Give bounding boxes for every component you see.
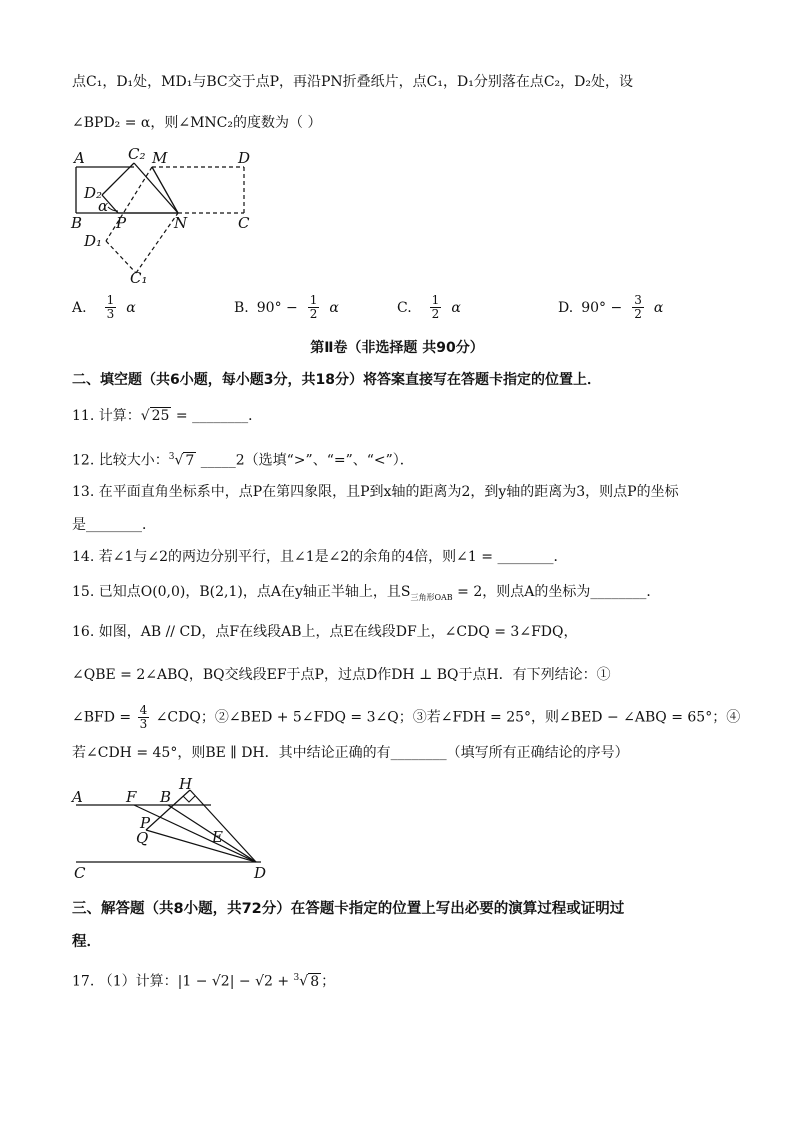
q16-line2: ∠QBE = 2∠ABQ，BQ交线段EF于点P，过点D作DH ⊥ BQ于点H．有下列结论：① <box>72 667 611 683</box>
q16-label-A: A <box>72 788 83 806</box>
q10-label-D1: D₁ <box>84 232 103 250</box>
q10-label-C2: C₂ <box>128 145 146 163</box>
q10-folding-figure <box>68 145 258 285</box>
q10-choice-b: B. 90° − $\frac{1}{2}$ α <box>234 293 339 321</box>
q10-label-P: P <box>116 214 127 232</box>
q10-label-D2: D₂ <box>84 184 103 202</box>
section2-heading: 二、填空题（共6小题，每小题3分，共18分）将答案直接写在答题卡指定的位置上． <box>72 372 601 388</box>
q10-label-D: D <box>238 149 251 167</box>
q12: 12. 比较大小：$^3$√ 7 _____2（选填“>”、“=”、“<”）． <box>72 452 414 469</box>
q13-line2: 是________． <box>72 517 156 533</box>
section3-heading-line2: 程． <box>72 934 101 950</box>
q10-choice-c: C. $\frac{1}{2}$ α <box>397 293 461 321</box>
q16-label-F: F <box>126 788 137 806</box>
q10-label-A: A <box>74 149 85 167</box>
q16-line3: ∠BFD = $\frac{4}{3}$ ∠CDQ；②∠BED + 5∠FDQ = 3∠Q；③若∠FDH = 25°，则∠BED − ∠ABQ = 65°；④ <box>72 703 741 731</box>
q10-label-C1: C₁ <box>130 269 148 285</box>
q10-text-line2: ∠BPD₂ = α，则∠MNC₂的度数为（ ） <box>72 115 322 131</box>
q16-label-B: B <box>160 788 172 806</box>
q10-label-N: N <box>174 214 188 232</box>
section3-heading-line1: 三、解答题（共8小题，共72分）在答题卡指定的位置上写出必要的演算过程或证明过 <box>72 901 625 917</box>
q10-text-line1: 点C₁，D₁处，MD₁与BC交于点P，再沿PN折叠纸片，点C₁，D₁分别落在点C₂，D₂处，设 <box>72 74 634 90</box>
q15: 15. 已知点O(0,0)，B(2,1)，点A在y轴正半轴上，且$S_{三角形OAB} = 2$，则点A的坐标为________． <box>72 584 661 602</box>
q16-label-D: D <box>254 864 267 882</box>
q16-label-H: H <box>179 775 193 793</box>
q11: 11. 计算：√ 25 = ________． <box>72 408 263 424</box>
q16-label-P: P <box>140 814 151 832</box>
q10-choice-d: D. 90° − $\frac{3}{2}$ α <box>558 293 664 321</box>
q10-label-alpha: α <box>98 197 109 215</box>
q16-parallel-lines-figure <box>66 775 286 885</box>
q10-label-B: B <box>71 214 83 232</box>
q16-label-E: E <box>212 828 223 846</box>
q10-label-M: M <box>152 149 168 167</box>
q17: 17. （1）计算：|1 − √2| − √2 + $^3$√ 8 ； <box>72 973 336 990</box>
q16-label-C: C <box>74 864 86 882</box>
q16-line1: 16. 如图，AB // CD，点F在线段AB上，点E在线段DF上，∠CDQ = 3∠FDQ， <box>72 624 578 640</box>
q13-line1: 13. 在平面直角坐标系中，点P在第四象限，且P到x轴的距离为2，到y轴的距离为3，则点P的坐标 <box>72 484 679 500</box>
q10-label-C: C <box>238 214 250 232</box>
part2-title: 第Ⅱ卷（非选择题 共90分） <box>310 340 484 356</box>
q14: 14. 若∠1与∠2的两边分别平行，且∠1是∠2的余角的4倍，则∠1 = ________． <box>72 549 568 565</box>
q16-line4: 若∠CDH = 45°，则BE ∥ DH．其中结论正确的有________（填写所有正确结论的序号） <box>72 745 629 761</box>
q16-label-Q: Q <box>136 829 149 847</box>
q10-choice-a: A. $\frac{1}{3}$ α <box>72 293 136 321</box>
